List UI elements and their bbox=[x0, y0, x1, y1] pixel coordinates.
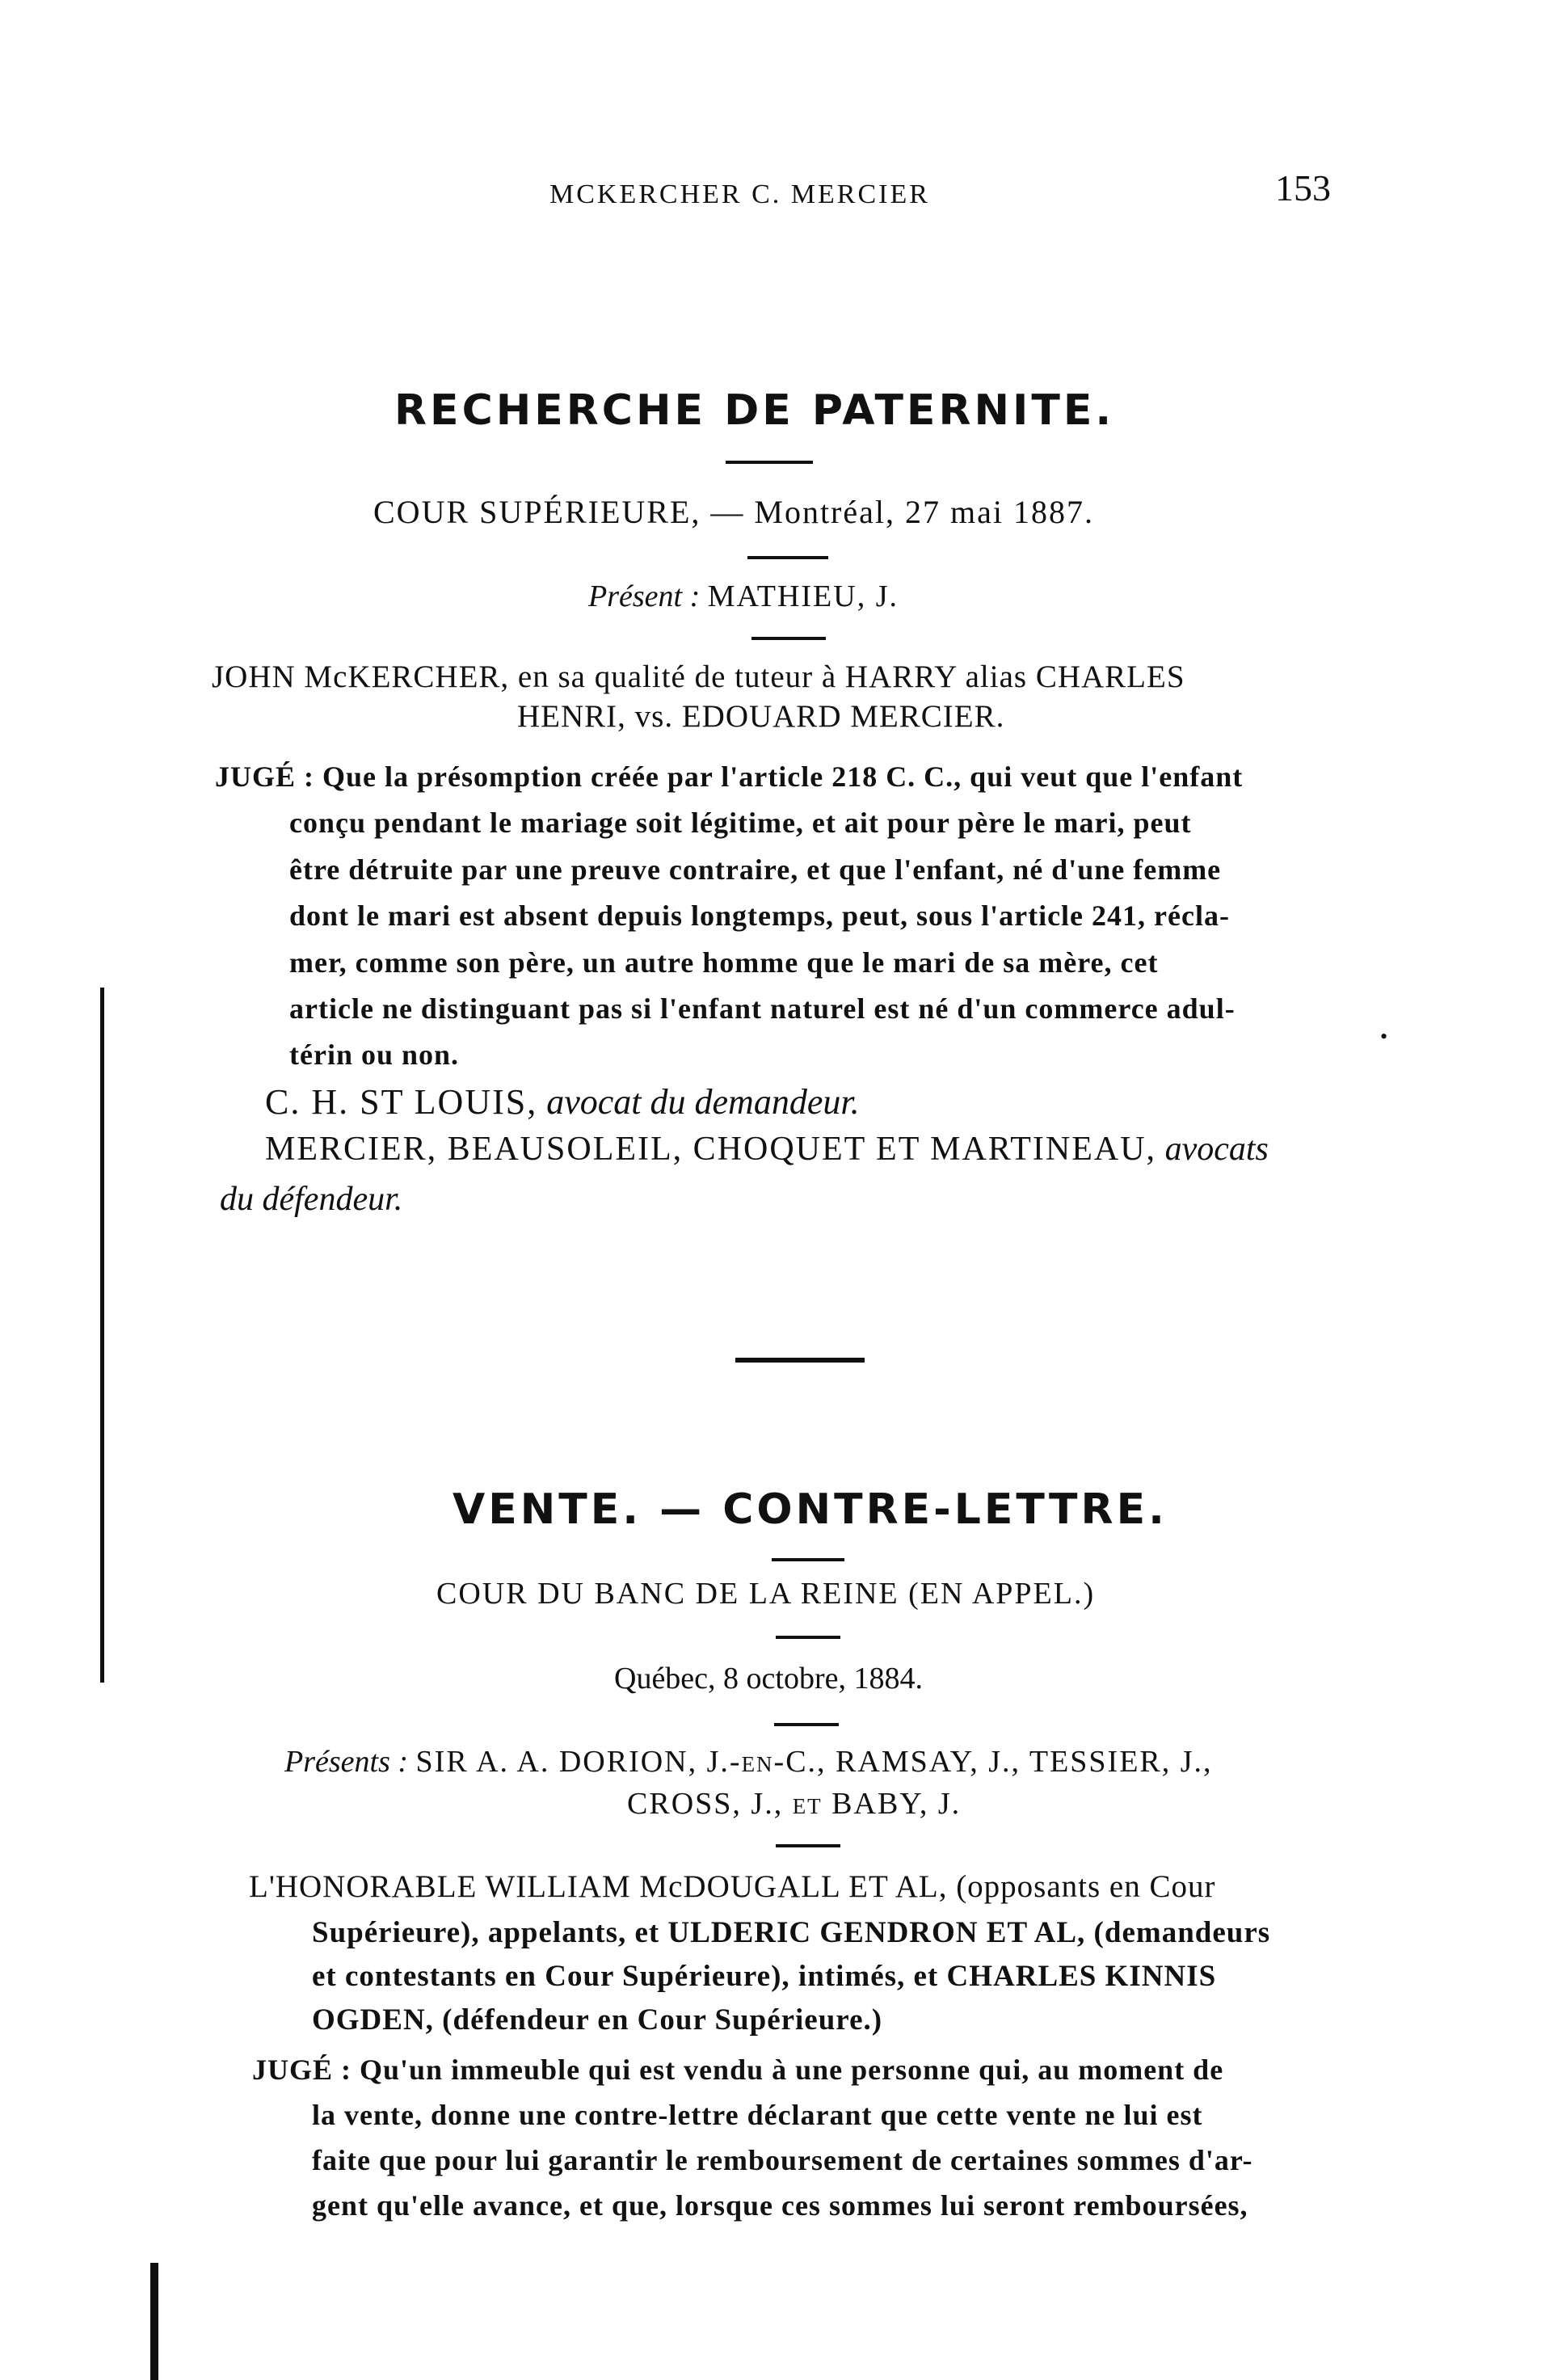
held-line: mer, comme son père, un autre homme que le mari de sa mère, cet bbox=[289, 946, 1159, 979]
rule bbox=[774, 1723, 839, 1726]
held-line: térin ou non. bbox=[289, 1038, 460, 1071]
presents-line bbox=[284, 1744, 1213, 1780]
defence-counsel: MERCIER, BEAUSOLEIL, CHOQUET ET MARTINEAU, bbox=[265, 1131, 1157, 1168]
margin-mark: • bbox=[1380, 1025, 1388, 1048]
section-title-paternite: RECHERCHE DE PATERNITE. bbox=[394, 386, 1115, 435]
parties-line: OGDEN, (défendeur en Cour Supérieure.) bbox=[312, 2003, 883, 2037]
court-line: COUR DU BANC DE LA REINE (EN APPEL.) bbox=[436, 1577, 1096, 1611]
rule bbox=[776, 1844, 840, 1847]
held-line: JUGÉ : Qu'un immeuble qui est vendu à une personne qui, au moment de bbox=[252, 2054, 1224, 2086]
present-judge: MATHIEU, J. bbox=[707, 579, 899, 613]
rule bbox=[751, 637, 826, 640]
held-line: conçu pendant le mariage soit légitime, et ait pour père le mari, peut bbox=[289, 807, 1192, 839]
section-title-vente: VENTE. — CONTRE-LETTRE. bbox=[453, 1485, 1168, 1534]
present-label: Présent : bbox=[588, 579, 701, 613]
held-line: faite que pour lui garantir le remboursement de certaines sommes d'ar- bbox=[312, 2144, 1253, 2176]
held-line: JUGÉ : Que la présomption créée par l'article 218 C. C., qui veut que l'enfant bbox=[215, 760, 1244, 793]
defence-counsel-line bbox=[265, 1130, 1269, 1169]
parties-line: HENRI, vs. EDOUARD MERCIER. bbox=[517, 699, 1005, 734]
rule bbox=[772, 1558, 844, 1561]
running-head: MCKERCHER C. MERCIER bbox=[549, 179, 930, 209]
held-line: dont le mari est absent depuis longtemps, peut, sous l'article 241, récla- bbox=[289, 899, 1230, 932]
plaintiff-counsel: C. H. ST LOUIS, bbox=[265, 1082, 538, 1122]
margin-bar bbox=[100, 988, 104, 1683]
parties-line: L'HONORABLE WILLIAM McDOUGALL ET AL, (opposants en Cour bbox=[249, 1869, 1216, 1904]
held-line: article ne distinguant pas si l'enfant naturel est né d'un commerce adul- bbox=[289, 992, 1236, 1025]
page-number: 153 bbox=[1275, 167, 1331, 209]
present-line bbox=[588, 579, 899, 614]
parties-line: JOHN McKERCHER, en sa qualité de tuteur à HARRY alias CHARLES bbox=[212, 659, 1185, 694]
margin-bar bbox=[150, 2263, 158, 2380]
presents-judges: SIR A. A. DORION, J.-en-C., RAMSAY, J., TESSIER, J., bbox=[415, 1745, 1213, 1779]
presents-judges-continued: CROSS, J., et BABY, J. bbox=[627, 1787, 962, 1821]
rule bbox=[726, 461, 813, 464]
court-line: COUR SUPÉRIEURE, — Montréal, 27 mai 1887. bbox=[373, 494, 1094, 530]
plaintiff-role: avocat du demandeur. bbox=[546, 1082, 860, 1122]
held-line: être détruite par une preuve contraire, et que l'enfant, né d'une femme bbox=[289, 853, 1222, 886]
defence-role-continued: du défendeur. bbox=[220, 1181, 403, 1218]
place-date: Québec, 8 octobre, 1884. bbox=[614, 1662, 923, 1695]
rule bbox=[776, 1636, 840, 1639]
rule bbox=[747, 556, 828, 559]
parties-line: et contestants en Cour Supérieure), intimés, et CHARLES KINNIS bbox=[312, 1960, 1217, 1993]
section-separator bbox=[735, 1358, 865, 1363]
held-line: gent qu'elle avance, et que, lorsque ces sommes lui seront remboursées, bbox=[312, 2189, 1248, 2222]
defence-role: avocats bbox=[1164, 1131, 1269, 1168]
presents-label: Présents : bbox=[284, 1745, 409, 1779]
parties-line: Supérieure), appelants, et ULDERIC GENDRON ET AL, (demandeurs bbox=[312, 1916, 1271, 1949]
plaintiff-counsel-line bbox=[265, 1081, 860, 1123]
held-line: la vente, donne une contre-lettre déclarant que cette vente ne lui est bbox=[312, 2099, 1203, 2131]
